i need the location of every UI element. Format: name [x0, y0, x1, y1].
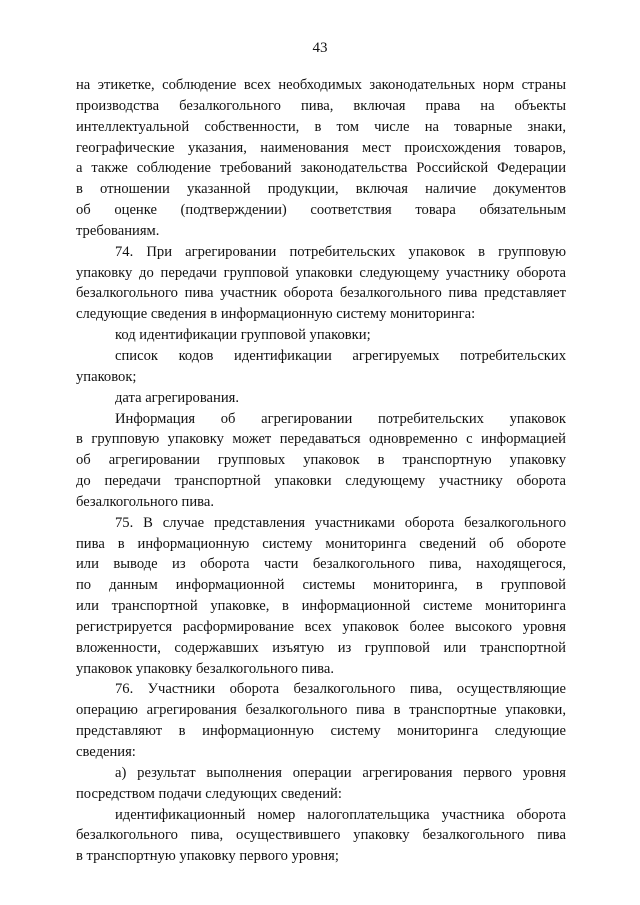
text-line: в транспортную упаковку первого уровня;: [76, 848, 339, 865]
text-line: список кодов идентификации агрегируемых потребительских: [115, 347, 566, 364]
text-line: упаковок;: [76, 368, 137, 385]
text-line: в групповую упаковку может передаваться одновременно с информацией: [76, 431, 566, 448]
text-line: 74. При агрегировании потребительских упаковок в групповую: [115, 243, 566, 260]
text-line: посредством подачи следующих сведений:: [76, 785, 342, 802]
text-line: на этикетке, соблюдение всех необходимых законодательных норм страны: [76, 77, 566, 93]
text-line: безалкогольного пива, осуществившего упаковку безалкогольного пива: [76, 827, 566, 844]
text-line: производства безалкогольного пива, включая права на объекты: [76, 97, 566, 114]
text-line: вложенности, содержавших изъятую из групповой или транспортной: [76, 639, 566, 656]
page-number: 43: [312, 40, 328, 56]
text-line: до передачи транспортной упаковки следующему участнику оборота: [76, 473, 566, 490]
text-line: сведения:: [76, 744, 136, 760]
text-line: операцию агрегирования безалкогольного пива в транспортные упаковки,: [76, 702, 566, 719]
text-line: регистрируется расформирование всех упаковок более высокого уровня: [76, 618, 566, 635]
text-line: упаковок упаковку безалкогольного пива.: [76, 660, 334, 677]
text-line: в отношении указанной продукции, включая наличие документов: [76, 181, 566, 198]
text-line: интеллектуальной собственности, в том числе на товарные знаки,: [76, 118, 566, 135]
text-line: а также соблюдение требований законодательства Российской Федерации: [76, 160, 566, 177]
document-body: [76, 75, 566, 867]
text-line: безалкогольного пива.: [76, 493, 214, 510]
text-line: географические указания, наименования мест происхождения товаров,: [76, 139, 566, 156]
text-line: Информация об агрегировании потребительских упаковок: [115, 410, 566, 427]
text-line: или транспортной упаковке, в информационной системе мониторинга: [76, 598, 566, 615]
text-line: следующие сведения в информационную систему мониторинга:: [76, 306, 476, 323]
text-line: код идентификации групповой упаковки;: [115, 327, 371, 344]
text-line: пива в информационную систему мониторинга сведений об обороте: [76, 535, 566, 552]
text-line: 75. В случае представления участниками оборота безалкогольного: [115, 514, 566, 531]
text-line: по данным информационной системы мониторинга, в групповой: [76, 577, 566, 594]
text-line: дата агрегирования.: [115, 389, 239, 406]
text-line: идентификационный номер налогоплательщика участника оборота: [115, 806, 566, 823]
text-line: упаковку до передачи групповой упаковки следующему участнику оборота: [76, 264, 566, 281]
text-line: безалкогольного пива участник оборота безалкогольного пива представляет: [76, 285, 566, 302]
text-line: представляют в информационную систему мониторинга следующие: [76, 723, 566, 740]
text-line: 76. Участники оборота безалкогольного пива, осуществляющие: [115, 681, 566, 698]
text-line: или выводе из оборота части безалкогольного пива, находящегося,: [76, 556, 566, 573]
text-line: а) результат выполнения операции агрегирования первого уровня: [115, 764, 566, 781]
text-line: об агрегировании групповых упаковок в транспортную упаковку: [76, 452, 566, 469]
text-line: требованиям.: [76, 222, 160, 239]
text-line: об оценке (подтверждении) соответствия товара обязательным: [76, 202, 566, 219]
